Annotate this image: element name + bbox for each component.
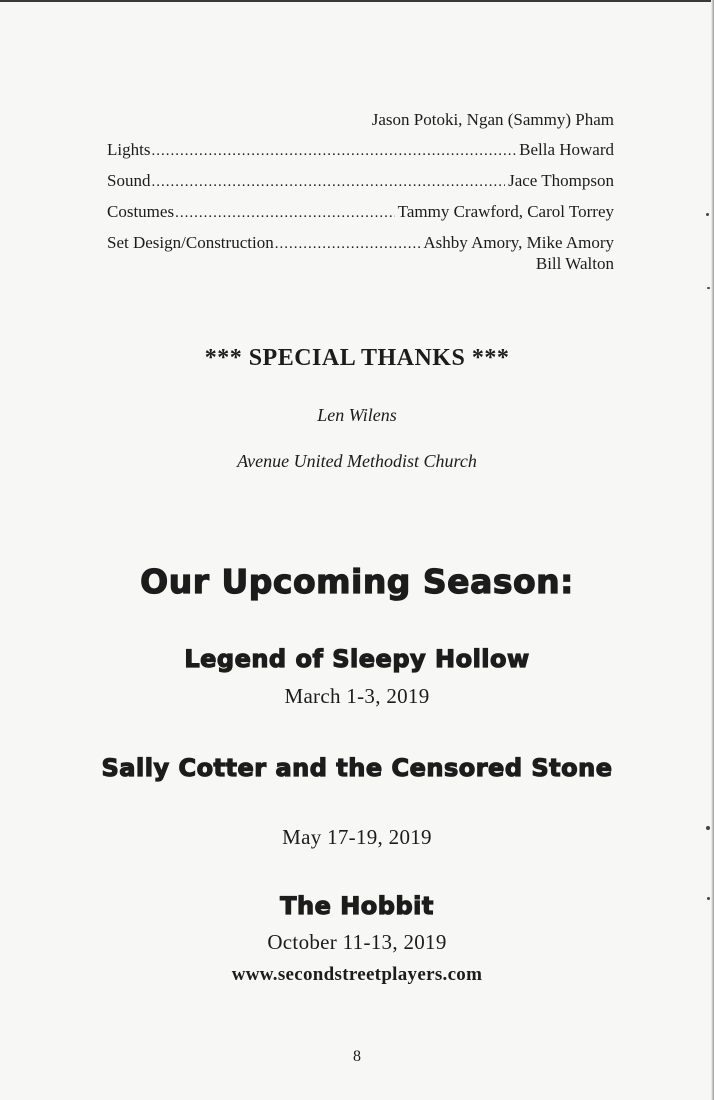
credit-role: Costumes — [107, 202, 175, 221]
credit-name: Ashby Amory, Mike Amory — [423, 233, 614, 252]
special-thanks-heading: *** SPECIAL THANKS *** — [204, 345, 510, 371]
scan-speck — [706, 213, 709, 216]
special-thanks-item: Avenue United Methodist Church — [237, 451, 477, 471]
credit-row-sound — [107, 169, 614, 193]
show-dates: May 17-19, 2019 — [282, 825, 432, 849]
credit-role: Sound — [107, 171, 151, 190]
upcoming-season-heading: Our Upcoming Season: — [140, 562, 574, 601]
credit-continuation: Jason Potoki, Ngan (Sammy) Pham — [371, 110, 614, 129]
dot-leader — [175, 201, 395, 225]
special-thanks-item: Len Wilens — [317, 405, 397, 425]
credit-name: Bella Howard — [519, 140, 614, 159]
show-title: The Hobbit — [280, 892, 434, 920]
credit-row-costumes — [107, 200, 614, 224]
scan-speck — [706, 826, 710, 830]
page-number: 8 — [353, 1048, 361, 1065]
credit-row-lights — [107, 138, 614, 162]
credit-role: Lights — [107, 140, 151, 159]
credit-extra-name: Bill Walton — [535, 254, 614, 273]
show-dates: March 1-3, 2019 — [284, 684, 430, 708]
credit-role: Set Design/Construction — [107, 233, 274, 252]
crew-credits — [107, 108, 614, 274]
website-link[interactable]: www.secondstreetplayers.com — [231, 964, 483, 985]
credit-name: Jace Thompson — [508, 171, 614, 190]
scan-speck — [707, 287, 710, 289]
credit-name: Tammy Crawford, Carol Torrey — [397, 202, 614, 221]
dot-leader — [151, 170, 505, 194]
scan-speck — [707, 897, 710, 900]
page-top-edge — [0, 0, 714, 2]
show-dates: October 11-13, 2019 — [267, 930, 447, 954]
dot-leader — [275, 232, 421, 256]
dot-leader — [151, 139, 516, 163]
show-title: Sally Cotter and the Censored Stone — [101, 754, 613, 782]
show-title: Legend of Sleepy Hollow — [184, 645, 530, 673]
